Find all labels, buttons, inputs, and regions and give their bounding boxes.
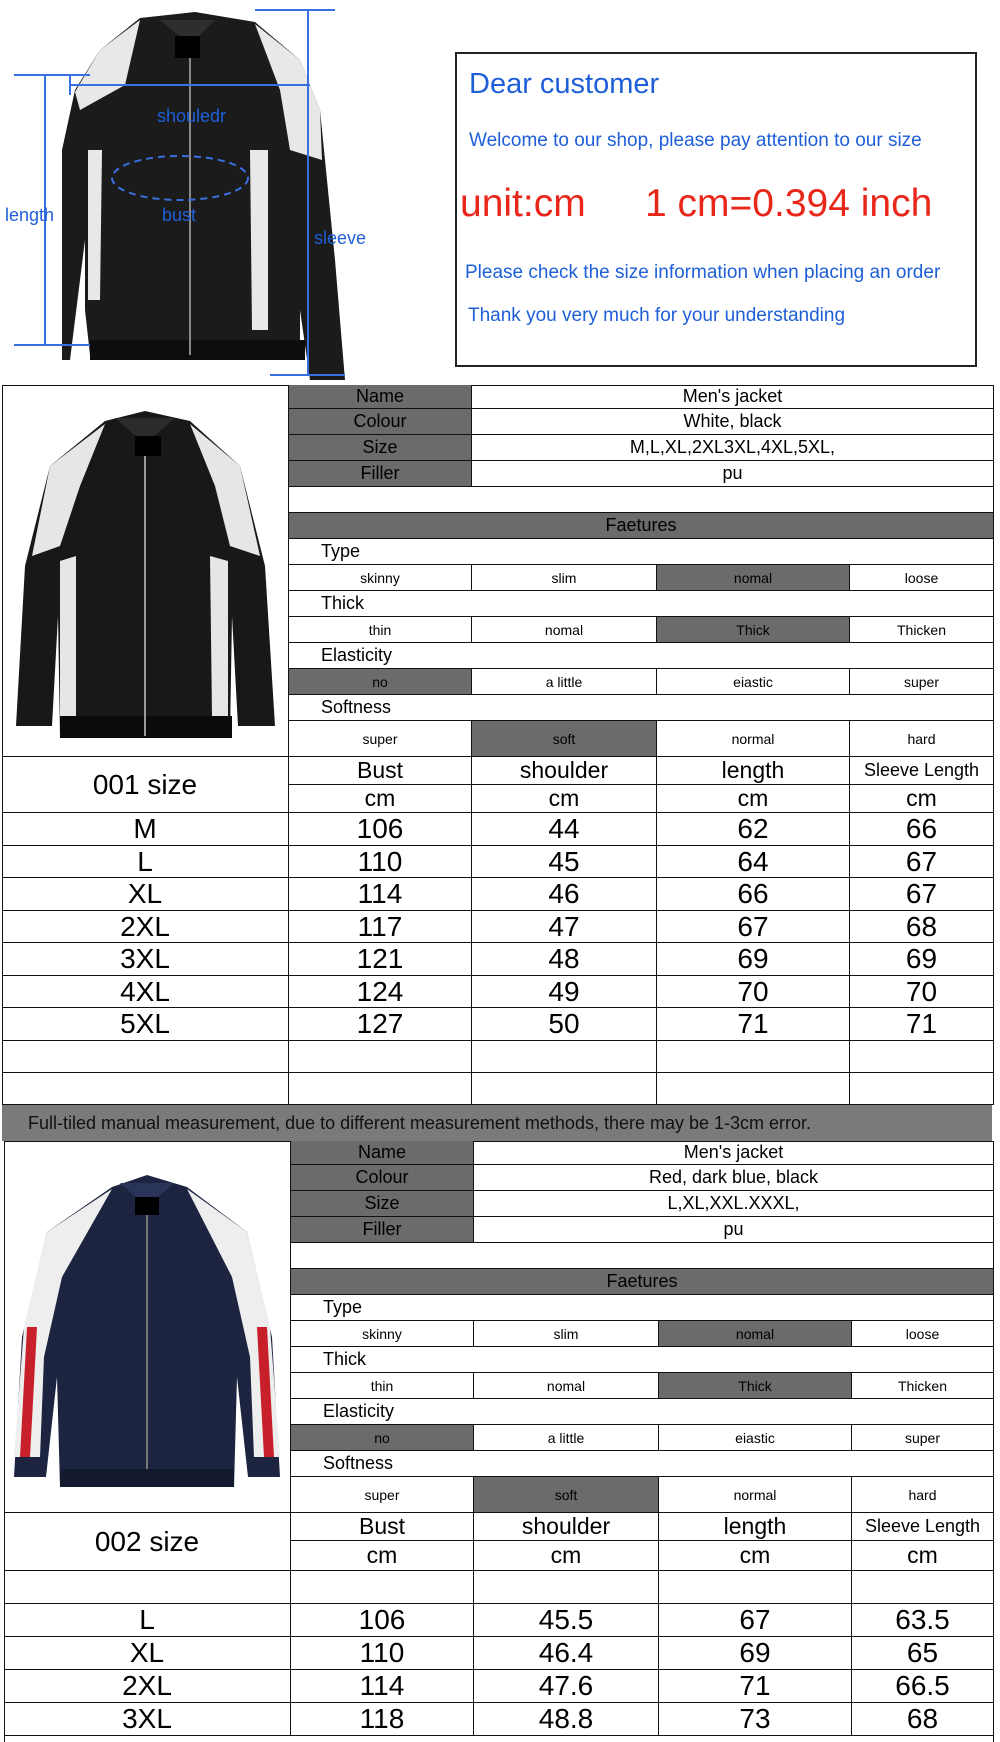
table-cell: 71 [657, 1008, 850, 1041]
type-slim: slim [474, 1321, 659, 1347]
elasticity-label: Elasticity [289, 643, 994, 669]
elasticity-no-selected: no [291, 1425, 474, 1451]
table-cell: 65 [852, 1637, 994, 1670]
features-title: Faetures [291, 1269, 994, 1295]
unit-bust: cm [291, 1541, 474, 1571]
type-skinny: skinny [291, 1321, 474, 1347]
softness-label: Softness [291, 1451, 994, 1477]
product-1-name: Men's jacket [472, 385, 994, 409]
unit-bust: cm [289, 785, 472, 813]
filler-label: Filler [291, 1217, 474, 1243]
spacer-row [289, 487, 994, 513]
product-2-name: Men's jacket [474, 1141, 994, 1165]
softness-label: Softness [289, 695, 994, 721]
table-cell: 64 [657, 846, 850, 878]
table-cell: 45.5 [474, 1604, 659, 1637]
type-nomal-selected: nomal [657, 565, 850, 591]
table-cell: 47.6 [474, 1670, 659, 1703]
table-row-size: 3XL [2, 943, 289, 976]
table-cell: 67 [850, 878, 994, 911]
table-cell: 45 [472, 846, 657, 878]
softness-normal: normal [657, 721, 850, 757]
product-1-table [2, 385, 994, 1105]
table-row-size: 2XL [4, 1670, 291, 1703]
type-label: Type [289, 539, 994, 565]
table-cell: 114 [289, 878, 472, 911]
table-cell: 50 [472, 1008, 657, 1041]
unit-shoulder: cm [474, 1541, 659, 1571]
measurement-diagram [0, 0, 380, 385]
type-loose: loose [850, 565, 994, 591]
elasticity-super: super [852, 1425, 994, 1451]
empty-cell [4, 1571, 291, 1604]
table-cell: 117 [289, 911, 472, 943]
table-cell: 69 [850, 943, 994, 976]
product-2-table [2, 1141, 994, 1742]
name-label: Name [291, 1141, 474, 1165]
empty-cell [2, 1041, 289, 1073]
table-row-size: 3XL [4, 1703, 291, 1736]
table-cell: 106 [291, 1604, 474, 1637]
unit-sleeve: cm [852, 1541, 994, 1571]
product-1-size-title: 001 size [2, 757, 289, 813]
thick-thicken: Thicken [850, 617, 994, 643]
table-cell: 71 [659, 1670, 852, 1703]
table-cell: 69 [657, 943, 850, 976]
table-row-size: 5XL [2, 1008, 289, 1041]
table-cell: 66 [657, 878, 850, 911]
softness-soft-selected: soft [472, 721, 657, 757]
empty-cell [291, 1571, 474, 1604]
filler-label: Filler [289, 461, 472, 487]
notice-check: Please check the size information when placing an order [465, 262, 941, 283]
empty-cell [289, 1073, 472, 1105]
size-label: Size [289, 435, 472, 461]
table-cell: 114 [291, 1670, 474, 1703]
elasticity-label: Elasticity [291, 1399, 994, 1425]
table-cell: 127 [289, 1008, 472, 1041]
table-cell: 48.8 [474, 1703, 659, 1736]
unit-shoulder: cm [472, 785, 657, 813]
notice-title: Dear customer [469, 68, 660, 100]
name-label: Name [289, 385, 472, 409]
empty-cell [472, 1041, 657, 1073]
table-cell: 62 [657, 813, 850, 846]
measurement-error-note: Full-tiled manual measurement, due to different measurement methods, there may be 1-3cm error. [2, 1105, 992, 1141]
unit-length: cm [659, 1541, 852, 1571]
type-loose: loose [852, 1321, 994, 1347]
thick-label: Thick [289, 591, 994, 617]
thick-thick-selected: Thick [657, 617, 850, 643]
softness-super: super [289, 721, 472, 757]
product-1-colour: White, black [472, 409, 994, 435]
product-2-colour: Red, dark blue, black [474, 1165, 994, 1191]
unit-length: cm [657, 785, 850, 813]
table-cell: 73 [659, 1703, 852, 1736]
elasticity-a-little: a little [474, 1425, 659, 1451]
table-cell: 67 [657, 911, 850, 943]
product-1-image-cell [2, 385, 289, 757]
table-cell: 110 [291, 1637, 474, 1670]
header-length: length [657, 757, 850, 785]
elasticity-super: super [850, 669, 994, 695]
bust-label: bust [162, 205, 197, 225]
table-cell: 124 [289, 976, 472, 1008]
softness-soft-selected: soft [474, 1477, 659, 1513]
size-label: Size [291, 1191, 474, 1217]
empty-cell [657, 1041, 850, 1073]
elasticity-no-selected: no [289, 669, 472, 695]
empty-cell [850, 1073, 994, 1105]
table-cell: 44 [472, 813, 657, 846]
thick-nomal: nomal [472, 617, 657, 643]
table-cell: 71 [850, 1008, 994, 1041]
spacer-row [291, 1243, 994, 1269]
table-cell: 68 [850, 911, 994, 943]
product-1-jacket-image [10, 396, 280, 746]
product-1-filler: pu [472, 461, 994, 487]
empty-cell [659, 1571, 852, 1604]
header-sleeve-length: Sleeve Length [852, 1513, 994, 1541]
table-cell: 46 [472, 878, 657, 911]
elasticity-eiastic: eiastic [657, 669, 850, 695]
unit-sleeve: cm [850, 785, 994, 813]
empty-cell [472, 1073, 657, 1105]
elasticity-eiastic: eiastic [659, 1425, 852, 1451]
product-2-image-cell [4, 1141, 291, 1513]
table-cell: 110 [289, 846, 472, 878]
colour-label: Colour [289, 409, 472, 435]
empty-cell [474, 1571, 659, 1604]
header-sleeve-length: Sleeve Length [850, 757, 994, 785]
table-cell: 63.5 [852, 1604, 994, 1637]
empty-cell [657, 1073, 850, 1105]
table-cell: 118 [291, 1703, 474, 1736]
table-cell: 46.4 [474, 1637, 659, 1670]
table-cell: 67 [850, 846, 994, 878]
product-1-sizes: M,L,XL,2XL3XL,4XL,5XL, [472, 435, 994, 461]
thick-thick-selected: Thick [659, 1373, 852, 1399]
empty-cell [850, 1041, 994, 1073]
empty-cell [2, 1073, 289, 1105]
notice-conversion: 1 cm=0.394 inch [645, 182, 933, 225]
thick-thin: thin [289, 617, 472, 643]
header-bust: Bust [291, 1513, 474, 1541]
table-row-size: L [2, 846, 289, 878]
table-row-size: 2XL [2, 911, 289, 943]
type-nomal-selected: nomal [659, 1321, 852, 1347]
length-label: length [5, 205, 55, 225]
table-cell: 48 [472, 943, 657, 976]
table-row-size: M [2, 813, 289, 846]
table-cell: 106 [289, 813, 472, 846]
thick-label: Thick [291, 1347, 994, 1373]
empty-cell [289, 1041, 472, 1073]
notice-thanks: Thank you very much for your understanding [468, 305, 846, 326]
header-shoulder: shoulder [474, 1513, 659, 1541]
header-bust: Bust [289, 757, 472, 785]
jacket-measurement-illustration [0, 0, 380, 385]
table-row-size: XL [2, 878, 289, 911]
customer-notice-box [455, 52, 977, 367]
table-row-size: XL [4, 1637, 291, 1670]
elasticity-a-little: a little [472, 669, 657, 695]
table-cell: 68 [852, 1703, 994, 1736]
softness-normal: normal [659, 1477, 852, 1513]
notice-welcome: Welcome to our shop, please pay attention to our size [469, 130, 922, 151]
table-cell: 121 [289, 943, 472, 976]
thick-nomal: nomal [474, 1373, 659, 1399]
product-2-sizes: L,XL,XXL.XXXL, [474, 1191, 994, 1217]
header-length: length [659, 1513, 852, 1541]
table-cell: 66.5 [852, 1670, 994, 1703]
table-cell: 67 [659, 1604, 852, 1637]
table-cell: 69 [659, 1637, 852, 1670]
softness-hard: hard [852, 1477, 994, 1513]
sleeve-label: sleeve [314, 228, 367, 248]
table-cell: 70 [850, 976, 994, 1008]
thick-thin: thin [291, 1373, 474, 1399]
features-title: Faetures [289, 513, 994, 539]
product-2-filler: pu [474, 1217, 994, 1243]
colour-label: Colour [291, 1165, 474, 1191]
product-2-jacket-image [12, 1157, 282, 1497]
thick-thicken: Thicken [852, 1373, 994, 1399]
table-row-size: L [4, 1604, 291, 1637]
softness-hard: hard [850, 721, 994, 757]
table-cell: 70 [657, 976, 850, 1008]
type-label: Type [291, 1295, 994, 1321]
notice-unit: unit:cm [460, 182, 586, 225]
softness-super: super [291, 1477, 474, 1513]
table-row-size: 4XL [2, 976, 289, 1008]
table-cell: 49 [472, 976, 657, 1008]
type-slim: slim [472, 565, 657, 591]
shoulder-label: shouledr [157, 106, 227, 126]
product-2-size-title: 002 size [4, 1513, 291, 1571]
header-shoulder: shoulder [472, 757, 657, 785]
table-cell: 66 [850, 813, 994, 846]
empty-cell [852, 1571, 994, 1604]
type-skinny: skinny [289, 565, 472, 591]
table-cell: 47 [472, 911, 657, 943]
